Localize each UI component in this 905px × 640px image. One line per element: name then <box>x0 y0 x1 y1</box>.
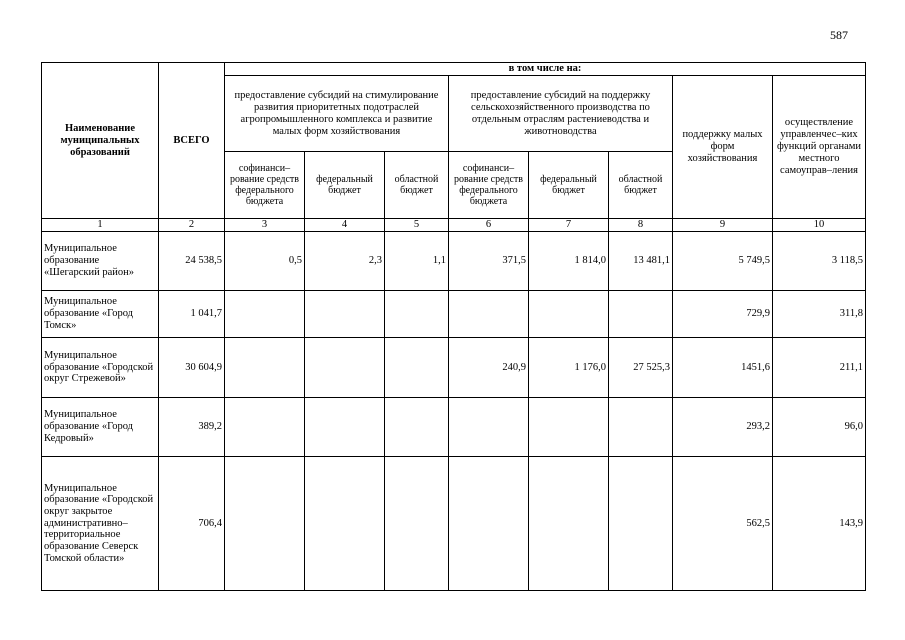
header-federal-1: федеральный бюджет <box>305 152 385 219</box>
value-cell <box>609 398 673 457</box>
value-cell <box>225 338 305 398</box>
header-cofinancing-1: софинанси–рование средств федерального бюджета <box>225 152 305 219</box>
column-number: 2 <box>159 219 225 232</box>
header-small-forms: поддержку малых форм хозяйствования <box>673 76 773 219</box>
value-cell <box>385 291 449 338</box>
column-number: 10 <box>773 219 866 232</box>
column-number-row <box>42 219 866 232</box>
column-number: 4 <box>305 219 385 232</box>
table-row <box>42 457 866 591</box>
value-cell: 706,4 <box>159 457 225 591</box>
value-cell <box>609 291 673 338</box>
value-cell <box>449 291 529 338</box>
value-cell: 293,2 <box>673 398 773 457</box>
municipality-name: Муниципальное образование «Город Томск» <box>42 291 159 338</box>
value-cell: 371,5 <box>449 232 529 291</box>
column-number: 8 <box>609 219 673 232</box>
municipality-name: Муниципальное образование «Городской округ Стрежевой» <box>42 338 159 398</box>
column-number: 6 <box>449 219 529 232</box>
value-cell: 562,5 <box>673 457 773 591</box>
value-cell <box>385 457 449 591</box>
value-cell: 211,1 <box>773 338 866 398</box>
header-total: ВСЕГО <box>159 63 225 219</box>
column-number: 7 <box>529 219 609 232</box>
value-cell: 13 481,1 <box>609 232 673 291</box>
municipality-name: Муниципальное образование «Шегарский район» <box>42 232 159 291</box>
header-admin-functions: осуществление управленчес–ких функций органами местного самоуправ–ления <box>773 76 866 219</box>
value-cell: 1 176,0 <box>529 338 609 398</box>
table-body <box>42 232 866 591</box>
municipality-name: Муниципальное образование «Городской округ закрытое административно–территориальное образование Северск Томской области» <box>42 457 159 591</box>
municipality-name: Муниципальное образование «Город Кедровый» <box>42 398 159 457</box>
value-cell: 311,8 <box>773 291 866 338</box>
page-number: 587 <box>830 28 848 42</box>
table-row <box>42 398 866 457</box>
value-cell <box>225 398 305 457</box>
value-cell: 0,5 <box>225 232 305 291</box>
value-cell: 96,0 <box>773 398 866 457</box>
value-cell <box>529 457 609 591</box>
value-cell: 240,9 <box>449 338 529 398</box>
column-number: 1 <box>42 219 159 232</box>
value-cell <box>385 338 449 398</box>
header-name: Наименование муниципальных образований <box>42 63 159 219</box>
column-number: 9 <box>673 219 773 232</box>
value-cell <box>225 291 305 338</box>
value-cell: 27 525,3 <box>609 338 673 398</box>
value-cell <box>529 291 609 338</box>
value-cell: 2,3 <box>305 232 385 291</box>
table-row <box>42 232 866 291</box>
value-cell: 30 604,9 <box>159 338 225 398</box>
header-including: в том числе на: <box>225 63 866 76</box>
table-row <box>42 338 866 398</box>
header-cofinancing-2: софинанси–рование средств федерального бюджета <box>449 152 529 219</box>
value-cell: 1,1 <box>385 232 449 291</box>
header-group-agro: предоставление субсидий на стимулирование развития приоритетных подотраслей агропромышленного комплекса и развитие малых форм хозяйствования <box>225 76 449 152</box>
value-cell <box>385 398 449 457</box>
header-federal-2: федеральный бюджет <box>529 152 609 219</box>
budget-table <box>41 62 866 591</box>
value-cell <box>305 398 385 457</box>
value-cell <box>305 457 385 591</box>
value-cell <box>305 291 385 338</box>
table-row <box>42 291 866 338</box>
value-cell: 143,9 <box>773 457 866 591</box>
value-cell: 1 814,0 <box>529 232 609 291</box>
value-cell <box>449 457 529 591</box>
value-cell: 3 118,5 <box>773 232 866 291</box>
header-group-agri: предоставление субсидий на поддержку сельскохозяйственного производства по отдельным отраслям растениеводства и животноводства <box>449 76 673 152</box>
column-number: 3 <box>225 219 305 232</box>
value-cell: 5 749,5 <box>673 232 773 291</box>
value-cell: 389,2 <box>159 398 225 457</box>
value-cell <box>305 338 385 398</box>
value-cell <box>609 457 673 591</box>
value-cell: 1 041,7 <box>159 291 225 338</box>
value-cell: 729,9 <box>673 291 773 338</box>
header-regional-2: областной бюджет <box>609 152 673 219</box>
header-regional-1: областной бюджет <box>385 152 449 219</box>
value-cell <box>449 398 529 457</box>
value-cell: 1451,6 <box>673 338 773 398</box>
column-number: 5 <box>385 219 449 232</box>
value-cell: 24 538,5 <box>159 232 225 291</box>
value-cell <box>529 398 609 457</box>
value-cell <box>225 457 305 591</box>
